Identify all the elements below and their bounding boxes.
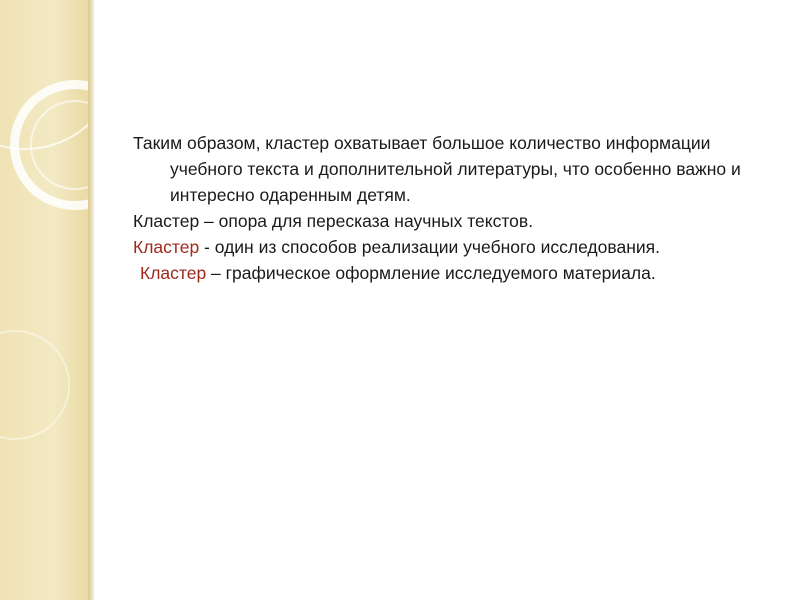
decorative-ring-bottom (0, 330, 70, 440)
decorative-side-band (0, 0, 88, 600)
paragraph-summary-text: Таким образом, кластер охватывает большое количество информации учебного текста и дополнительной литературы, что особенно важно и интересно одаренным детям. (133, 133, 741, 205)
paragraph-graphic-design-text: – графическое оформление исследуемого материала. (206, 263, 656, 283)
slide-text-body (133, 130, 773, 286)
paragraph-research-method (133, 234, 773, 260)
paragraph-summary (133, 130, 773, 208)
paragraph-retelling-support-text: Кластер – опора для пересказа научных текстов. (133, 211, 534, 231)
side-band-edge (88, 0, 94, 600)
highlighted-term: Кластер (140, 263, 207, 283)
paragraph-retelling-support (133, 208, 773, 234)
highlighted-term: Кластер (133, 237, 200, 257)
paragraph-research-method-text: - один из способов реализации учебного исследования. (199, 237, 660, 257)
paragraph-graphic-design (133, 260, 773, 286)
